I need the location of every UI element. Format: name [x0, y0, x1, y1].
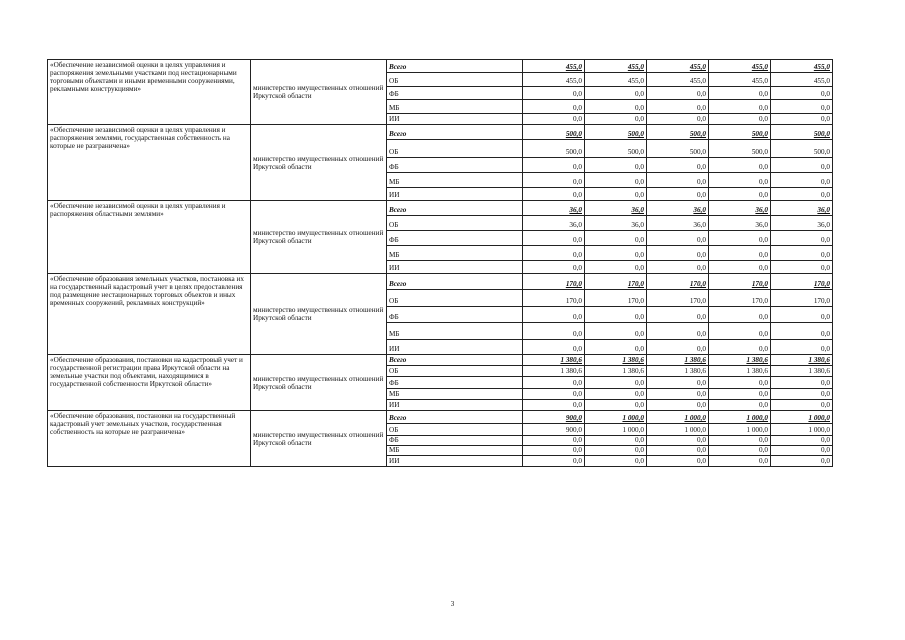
- funding-source: Всего: [387, 274, 523, 290]
- amount-cell: 170,0: [771, 274, 833, 290]
- amount-cell: 500,0: [709, 125, 771, 140]
- amount-cell: 455,0: [709, 73, 771, 87]
- amount-cell: 0,0: [523, 446, 585, 456]
- funding-source: МБ: [387, 389, 523, 400]
- amount-cell: 0,0: [523, 100, 585, 114]
- amount-cell: 1 000,0: [585, 424, 647, 436]
- amount-cell: 900,0: [523, 424, 585, 436]
- section-total-row: [48, 60, 833, 73]
- amount-cell: 455,0: [585, 60, 647, 73]
- funding-source: ФБ: [387, 307, 523, 323]
- amount-cell: 0,0: [523, 307, 585, 323]
- amount-cell: 0,0: [647, 446, 709, 456]
- funding-source: ОБ: [387, 366, 523, 377]
- amount-cell: 1 380,6: [771, 366, 833, 377]
- amount-cell: 0,0: [523, 158, 585, 173]
- funding-source: ИИ: [387, 188, 523, 201]
- amount-cell: 0,0: [709, 261, 771, 274]
- funding-source: ИИ: [387, 114, 523, 125]
- amount-cell: 0,0: [523, 389, 585, 400]
- amount-cell: 0,0: [585, 100, 647, 114]
- amount-cell: 500,0: [523, 125, 585, 140]
- amount-cell: 0,0: [647, 377, 709, 389]
- amount-cell: 170,0: [771, 290, 833, 307]
- funding-source: Всего: [387, 125, 523, 140]
- amount-cell: 900,0: [523, 411, 585, 424]
- amount-cell: 36,0: [585, 201, 647, 216]
- amount-cell: 0,0: [647, 389, 709, 400]
- amount-cell: 1 000,0: [771, 411, 833, 424]
- section-total-row: [48, 411, 833, 424]
- amount-cell: 0,0: [523, 261, 585, 274]
- amount-cell: 0,0: [771, 114, 833, 125]
- amount-cell: 36,0: [709, 216, 771, 231]
- amount-cell: 0,0: [709, 100, 771, 114]
- amount-cell: 0,0: [709, 340, 771, 355]
- amount-cell: 0,0: [771, 400, 833, 411]
- activity-description: «Обеспечение независимой оценки в целях управления и распоряжения областными землями»: [48, 201, 251, 274]
- amount-cell: 0,0: [709, 400, 771, 411]
- budget-table: [47, 59, 833, 467]
- responsible-organization: министерство имущественных отношений Иркутской области: [251, 60, 387, 125]
- amount-cell: 0,0: [585, 340, 647, 355]
- amount-cell: 0,0: [709, 377, 771, 389]
- amount-cell: 0,0: [585, 436, 647, 446]
- amount-cell: 0,0: [523, 456, 585, 467]
- amount-cell: 0,0: [771, 87, 833, 100]
- amount-cell: 500,0: [647, 140, 709, 158]
- amount-cell: 1 380,6: [585, 355, 647, 366]
- amount-cell: 500,0: [585, 125, 647, 140]
- funding-source: Всего: [387, 355, 523, 366]
- amount-cell: 1 000,0: [709, 424, 771, 436]
- amount-cell: 0,0: [647, 188, 709, 201]
- amount-cell: 0,0: [523, 87, 585, 100]
- funding-source: Всего: [387, 60, 523, 73]
- amount-cell: 455,0: [771, 60, 833, 73]
- amount-cell: 500,0: [523, 140, 585, 158]
- amount-cell: 0,0: [647, 307, 709, 323]
- amount-cell: 0,0: [523, 323, 585, 340]
- page-number: 3: [450, 600, 455, 608]
- amount-cell: 0,0: [585, 261, 647, 274]
- amount-cell: 0,0: [771, 436, 833, 446]
- amount-cell: 170,0: [523, 274, 585, 290]
- amount-cell: 1 000,0: [585, 411, 647, 424]
- funding-source: ИИ: [387, 400, 523, 411]
- amount-cell: 0,0: [585, 389, 647, 400]
- amount-cell: 0,0: [709, 307, 771, 323]
- amount-cell: 0,0: [585, 400, 647, 411]
- section-total-row: [48, 201, 833, 216]
- amount-cell: 0,0: [771, 307, 833, 323]
- funding-source: ОБ: [387, 216, 523, 231]
- funding-source: ФБ: [387, 377, 523, 389]
- amount-cell: 0,0: [647, 456, 709, 467]
- funding-source: Всего: [387, 411, 523, 424]
- amount-cell: 0,0: [647, 114, 709, 125]
- amount-cell: 36,0: [647, 216, 709, 231]
- amount-cell: 0,0: [709, 114, 771, 125]
- amount-cell: 1 380,6: [523, 366, 585, 377]
- amount-cell: 455,0: [709, 60, 771, 73]
- amount-cell: 0,0: [771, 188, 833, 201]
- amount-cell: 0,0: [585, 246, 647, 261]
- amount-cell: 0,0: [585, 231, 647, 246]
- funding-source: ОБ: [387, 140, 523, 158]
- amount-cell: 0,0: [709, 436, 771, 446]
- funding-source: ОБ: [387, 73, 523, 87]
- amount-cell: 0,0: [709, 246, 771, 261]
- amount-cell: 0,0: [585, 158, 647, 173]
- amount-cell: 1 380,6: [709, 366, 771, 377]
- amount-cell: 0,0: [585, 377, 647, 389]
- amount-cell: 0,0: [523, 114, 585, 125]
- amount-cell: 0,0: [771, 323, 833, 340]
- amount-cell: 0,0: [647, 400, 709, 411]
- amount-cell: 0,0: [523, 377, 585, 389]
- funding-source: ОБ: [387, 290, 523, 307]
- responsible-organization: министерство имущественных отношений Иркутской области: [251, 355, 387, 411]
- funding-source: МБ: [387, 323, 523, 340]
- funding-source: МБ: [387, 446, 523, 456]
- amount-cell: 0,0: [585, 307, 647, 323]
- amount-cell: 0,0: [585, 87, 647, 100]
- amount-cell: 0,0: [647, 323, 709, 340]
- amount-cell: 0,0: [523, 173, 585, 188]
- funding-source: ФБ: [387, 436, 523, 446]
- activity-description: «Обеспечение образования, постановки на государственный кадастровый учет земельных участков, государственная собственность на которые не разграничена»: [48, 411, 251, 467]
- amount-cell: 0,0: [585, 173, 647, 188]
- amount-cell: 170,0: [647, 274, 709, 290]
- amount-cell: 1 380,6: [771, 355, 833, 366]
- amount-cell: 0,0: [523, 188, 585, 201]
- amount-cell: 0,0: [585, 456, 647, 467]
- amount-cell: 1 380,6: [647, 366, 709, 377]
- amount-cell: 500,0: [709, 140, 771, 158]
- section-total-row: [48, 125, 833, 140]
- amount-cell: 170,0: [585, 274, 647, 290]
- amount-cell: 0,0: [771, 340, 833, 355]
- funding-source: ФБ: [387, 231, 523, 246]
- funding-source: ФБ: [387, 87, 523, 100]
- amount-cell: 0,0: [771, 389, 833, 400]
- amount-cell: 500,0: [647, 125, 709, 140]
- amount-cell: 170,0: [709, 274, 771, 290]
- amount-cell: 36,0: [647, 201, 709, 216]
- amount-cell: 0,0: [709, 456, 771, 467]
- funding-source: МБ: [387, 100, 523, 114]
- amount-cell: 0,0: [523, 340, 585, 355]
- amount-cell: 0,0: [709, 158, 771, 173]
- amount-cell: 0,0: [647, 158, 709, 173]
- amount-cell: 455,0: [523, 73, 585, 87]
- funding-source: ИИ: [387, 340, 523, 355]
- amount-cell: 0,0: [523, 400, 585, 411]
- amount-cell: 0,0: [585, 114, 647, 125]
- amount-cell: 0,0: [771, 100, 833, 114]
- amount-cell: 0,0: [771, 446, 833, 456]
- amount-cell: 36,0: [709, 201, 771, 216]
- amount-cell: 170,0: [523, 290, 585, 307]
- funding-source: ИИ: [387, 261, 523, 274]
- amount-cell: 0,0: [647, 340, 709, 355]
- amount-cell: 0,0: [771, 158, 833, 173]
- amount-cell: 170,0: [585, 290, 647, 307]
- amount-cell: 0,0: [585, 323, 647, 340]
- funding-source: ФБ: [387, 158, 523, 173]
- amount-cell: 0,0: [771, 246, 833, 261]
- amount-cell: 36,0: [523, 216, 585, 231]
- amount-cell: 0,0: [771, 261, 833, 274]
- budget-table-body: [48, 60, 833, 467]
- amount-cell: 36,0: [771, 216, 833, 231]
- amount-cell: 0,0: [709, 231, 771, 246]
- responsible-organization: министерство имущественных отношений Иркутской области: [251, 411, 387, 467]
- funding-source: МБ: [387, 173, 523, 188]
- amount-cell: 0,0: [709, 389, 771, 400]
- amount-cell: 0,0: [647, 87, 709, 100]
- amount-cell: 0,0: [709, 188, 771, 201]
- amount-cell: 1 000,0: [647, 411, 709, 424]
- amount-cell: 1 000,0: [771, 424, 833, 436]
- amount-cell: 455,0: [771, 73, 833, 87]
- amount-cell: 500,0: [771, 140, 833, 158]
- amount-cell: 1 000,0: [709, 411, 771, 424]
- amount-cell: 0,0: [523, 231, 585, 246]
- amount-cell: 0,0: [771, 173, 833, 188]
- amount-cell: 0,0: [647, 261, 709, 274]
- funding-source: ИИ: [387, 456, 523, 467]
- section-total-row: [48, 274, 833, 290]
- amount-cell: 455,0: [647, 60, 709, 73]
- amount-cell: 0,0: [585, 188, 647, 201]
- amount-cell: 455,0: [585, 73, 647, 87]
- amount-cell: 0,0: [647, 231, 709, 246]
- section-total-row: [48, 355, 833, 366]
- amount-cell: 1 380,6: [585, 366, 647, 377]
- amount-cell: 0,0: [647, 100, 709, 114]
- amount-cell: 455,0: [647, 73, 709, 87]
- amount-cell: 170,0: [709, 290, 771, 307]
- amount-cell: 0,0: [771, 377, 833, 389]
- amount-cell: 0,0: [523, 436, 585, 446]
- amount-cell: 0,0: [647, 246, 709, 261]
- funding-source: ОБ: [387, 424, 523, 436]
- amount-cell: 36,0: [771, 201, 833, 216]
- amount-cell: 0,0: [523, 246, 585, 261]
- amount-cell: 1 000,0: [647, 424, 709, 436]
- amount-cell: 0,0: [647, 436, 709, 446]
- amount-cell: 500,0: [771, 125, 833, 140]
- amount-cell: 36,0: [585, 216, 647, 231]
- amount-cell: 170,0: [647, 290, 709, 307]
- funding-source: Всего: [387, 201, 523, 216]
- amount-cell: 0,0: [771, 231, 833, 246]
- amount-cell: 1 380,6: [523, 355, 585, 366]
- amount-cell: 0,0: [585, 446, 647, 456]
- amount-cell: 1 380,6: [647, 355, 709, 366]
- amount-cell: 0,0: [647, 173, 709, 188]
- amount-cell: 36,0: [523, 201, 585, 216]
- activity-description: «Обеспечение независимой оценки в целях управления и распоряжения землями, государственная собственность на которые не разграничена»: [48, 125, 251, 201]
- activity-description: «Обеспечение образования, постановки на кадастровый учет и государственной регистрации права Иркутской области на земельные участки под объектами, находящимися в государственной собственности Иркутской области»: [48, 355, 251, 411]
- activity-description: «Обеспечение независимой оценки в целях управления и распоряжения земельными участками под нестационарными торговыми объектами и иными временными сооружениями, рекламными конструкциями»: [48, 60, 251, 125]
- responsible-organization: министерство имущественных отношений Иркутской области: [251, 274, 387, 355]
- amount-cell: 0,0: [709, 323, 771, 340]
- activity-description: «Обеспечение образования земельных участков, постановка их на государственный кадастровый учет в целях предоставления под размещение нестационарных торговых объектов и иных временных сооружений, рекламных конструкций»: [48, 274, 251, 355]
- amount-cell: 0,0: [709, 173, 771, 188]
- amount-cell: 0,0: [771, 456, 833, 467]
- funding-source: МБ: [387, 246, 523, 261]
- responsible-organization: министерство имущественных отношений Иркутской области: [251, 125, 387, 201]
- responsible-organization: министерство имущественных отношений Иркутской области: [251, 201, 387, 274]
- amount-cell: 0,0: [709, 446, 771, 456]
- amount-cell: 500,0: [585, 140, 647, 158]
- amount-cell: 455,0: [523, 60, 585, 73]
- amount-cell: 0,0: [709, 87, 771, 100]
- amount-cell: 1 380,6: [709, 355, 771, 366]
